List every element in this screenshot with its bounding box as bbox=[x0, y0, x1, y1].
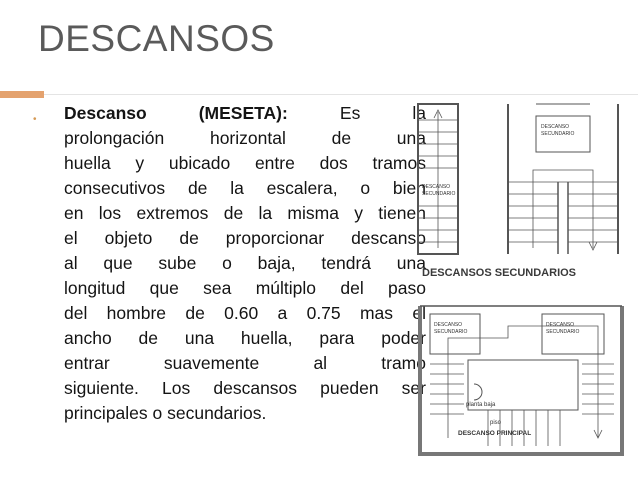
term-label: Descanso (MESETA): bbox=[64, 103, 288, 123]
text-line-8: longitud que sea múltiplo del paso bbox=[64, 278, 426, 298]
main-landing-diagram bbox=[408, 298, 634, 464]
bottom-right-label-2: SECUNDARIO bbox=[546, 329, 580, 335]
secondary-landings-diagram bbox=[408, 98, 630, 280]
ground-floor-label: planta baja bbox=[466, 402, 496, 408]
text-line-3: huella y ubicado entre dos tramos bbox=[64, 153, 426, 173]
slide-title: DESCANSOS bbox=[38, 18, 275, 59]
main-landing-caption: DESCANSO PRINCIPAL bbox=[458, 430, 532, 437]
title-divider bbox=[0, 94, 638, 95]
text-line-9: del hombre de 0.60 a 0.75 mas el bbox=[64, 303, 426, 323]
secondary-landings-caption: DESCANSOS SECUNDARIOS bbox=[422, 267, 577, 279]
top-right-label-1: DESCANSO bbox=[541, 124, 570, 130]
definition-paragraph bbox=[64, 101, 426, 426]
floor-label: piso bbox=[490, 420, 502, 426]
text-line-2: prolongación horizontal de una bbox=[64, 128, 426, 148]
text-line-13: principales o secundarios. bbox=[64, 403, 267, 423]
text-line-5: en los extremos de la misma y tienen bbox=[64, 203, 426, 223]
bullet-marker: • bbox=[33, 114, 37, 125]
bottom-left-label-2: SECUNDARIO bbox=[434, 329, 468, 335]
text-line-1: Descanso (MESETA): Es la bbox=[64, 103, 426, 123]
top-left-label-2: SECUNDARIO bbox=[422, 191, 456, 197]
text-line-7: al que sube o baja, tendrá una bbox=[64, 253, 426, 273]
text-line-4: consecutivos de la escalera, o bien bbox=[64, 178, 426, 198]
text-line-6: el objeto de proporcionar descanso bbox=[64, 228, 426, 248]
top-left-label-1: DESCANSO bbox=[422, 184, 451, 190]
title-accent-bar bbox=[0, 91, 44, 98]
top-right-label-2: SECUNDARIO bbox=[541, 131, 575, 137]
text-line-12: siguiente. Los descansos pueden ser bbox=[64, 378, 426, 398]
text-line-11: entrar suavemente al tramo bbox=[64, 353, 426, 373]
bottom-right-label-1: DESCANSO bbox=[546, 322, 575, 328]
bottom-left-label-1: DESCANSO bbox=[434, 322, 463, 328]
text-line-10: ancho de una huella, para poder bbox=[64, 328, 426, 348]
